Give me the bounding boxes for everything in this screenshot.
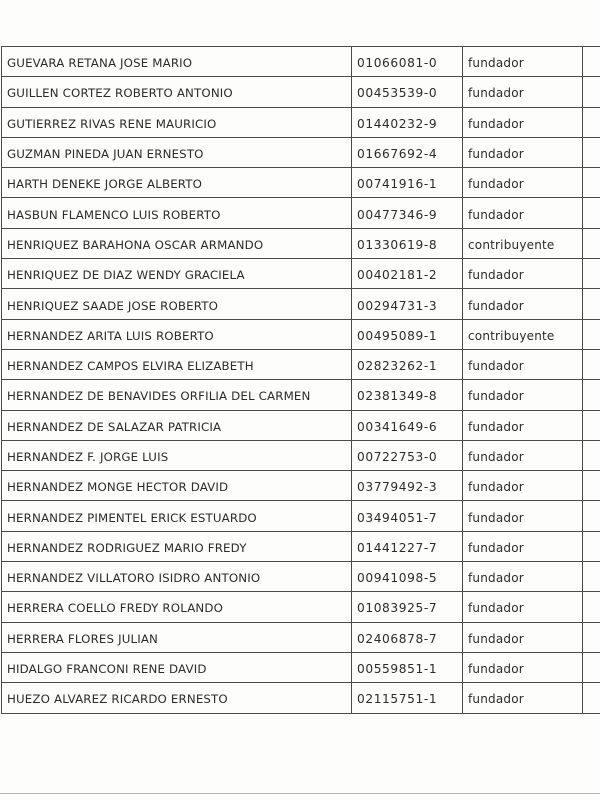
empty-cell bbox=[583, 683, 600, 713]
table-row bbox=[2, 683, 600, 713]
member-id: 00559851-1 bbox=[352, 652, 463, 682]
member-name: HERNANDEZ DE SALAZAR PATRICIA bbox=[2, 410, 352, 440]
table-row bbox=[2, 562, 600, 592]
member-id: 00402181-2 bbox=[352, 259, 463, 289]
table-row bbox=[2, 410, 600, 440]
table-row bbox=[2, 198, 600, 228]
member-name: HERNANDEZ VILLATORO ISIDRO ANTONIO bbox=[2, 562, 352, 592]
member-type: fundador bbox=[463, 168, 583, 198]
member-name: HERRERA COELLO FREDY ROLANDO bbox=[2, 592, 352, 622]
empty-cell bbox=[583, 47, 600, 77]
table-row bbox=[2, 137, 600, 167]
member-type: fundador bbox=[463, 531, 583, 561]
member-id: 00453539-0 bbox=[352, 77, 463, 107]
member-name: HERNANDEZ PIMENTEL ERICK ESTUARDO bbox=[2, 501, 352, 531]
member-type: fundador bbox=[463, 652, 583, 682]
member-type: fundador bbox=[463, 380, 583, 410]
empty-cell bbox=[583, 168, 600, 198]
table-row bbox=[2, 47, 600, 77]
member-type: fundador bbox=[463, 289, 583, 319]
empty-cell bbox=[583, 592, 600, 622]
empty-cell bbox=[583, 471, 600, 501]
member-id: 00477346-9 bbox=[352, 198, 463, 228]
member-type: fundador bbox=[463, 471, 583, 501]
page-bottom-rule bbox=[0, 793, 600, 794]
table-row bbox=[2, 592, 600, 622]
member-type: fundador bbox=[463, 137, 583, 167]
member-id: 00741916-1 bbox=[352, 168, 463, 198]
member-name: HERNANDEZ CAMPOS ELVIRA ELIZABETH bbox=[2, 349, 352, 379]
member-id: 02823262-1 bbox=[352, 349, 463, 379]
empty-cell bbox=[583, 562, 600, 592]
member-id: 01440232-9 bbox=[352, 107, 463, 137]
member-type: fundador bbox=[463, 77, 583, 107]
table-row bbox=[2, 168, 600, 198]
table-row bbox=[2, 622, 600, 652]
member-name: HERNANDEZ ARITA LUIS ROBERTO bbox=[2, 319, 352, 349]
empty-cell bbox=[583, 107, 600, 137]
member-id: 03779492-3 bbox=[352, 471, 463, 501]
member-id: 01066081-0 bbox=[352, 47, 463, 77]
member-id: 03494051-7 bbox=[352, 501, 463, 531]
empty-cell bbox=[583, 349, 600, 379]
member-name: GUEVARA RETANA JOSE MARIO bbox=[2, 47, 352, 77]
member-name: HUEZO ALVAREZ RICARDO ERNESTO bbox=[2, 683, 352, 713]
table-row bbox=[2, 471, 600, 501]
member-name: HENRIQUEZ SAADE JOSE ROBERTO bbox=[2, 289, 352, 319]
member-type: fundador bbox=[463, 259, 583, 289]
member-name: GUTIERREZ RIVAS RENE MAURICIO bbox=[2, 107, 352, 137]
member-type: fundador bbox=[463, 47, 583, 77]
empty-cell bbox=[583, 501, 600, 531]
table-row bbox=[2, 77, 600, 107]
member-name: HARTH DENEKE JORGE ALBERTO bbox=[2, 168, 352, 198]
table-row bbox=[2, 319, 600, 349]
member-id: 01441227-7 bbox=[352, 531, 463, 561]
member-name: HERNANDEZ RODRIGUEZ MARIO FREDY bbox=[2, 531, 352, 561]
member-name: HERNANDEZ F. JORGE LUIS bbox=[2, 440, 352, 470]
empty-cell bbox=[583, 289, 600, 319]
member-id: 01083925-7 bbox=[352, 592, 463, 622]
empty-cell bbox=[583, 77, 600, 107]
member-name: HERRERA FLORES JULIAN bbox=[2, 622, 352, 652]
member-type: fundador bbox=[463, 410, 583, 440]
member-id: 00722753-0 bbox=[352, 440, 463, 470]
table-row bbox=[2, 289, 600, 319]
member-name: GUILLEN CORTEZ ROBERTO ANTONIO bbox=[2, 77, 352, 107]
table-row bbox=[2, 440, 600, 470]
member-type: fundador bbox=[463, 349, 583, 379]
empty-cell bbox=[583, 380, 600, 410]
table-row bbox=[2, 228, 600, 258]
member-name: HENRIQUEZ BARAHONA OSCAR ARMANDO bbox=[2, 228, 352, 258]
member-id: 02115751-1 bbox=[352, 683, 463, 713]
empty-cell bbox=[583, 259, 600, 289]
empty-cell bbox=[583, 137, 600, 167]
member-id: 00495089-1 bbox=[352, 319, 463, 349]
member-type: fundador bbox=[463, 592, 583, 622]
table-row bbox=[2, 531, 600, 561]
member-type: contribuyente bbox=[463, 228, 583, 258]
member-type: fundador bbox=[463, 440, 583, 470]
member-table-body bbox=[2, 47, 600, 714]
member-id: 00341649-6 bbox=[352, 410, 463, 440]
member-type: fundador bbox=[463, 198, 583, 228]
member-id: 01667692-4 bbox=[352, 137, 463, 167]
member-type: contribuyente bbox=[463, 319, 583, 349]
table-row bbox=[2, 652, 600, 682]
member-id: 00294731-3 bbox=[352, 289, 463, 319]
member-name: HASBUN FLAMENCO LUIS ROBERTO bbox=[2, 198, 352, 228]
table-row bbox=[2, 259, 600, 289]
member-type: fundador bbox=[463, 683, 583, 713]
table-row bbox=[2, 107, 600, 137]
table-row bbox=[2, 380, 600, 410]
member-id: 01330619-8 bbox=[352, 228, 463, 258]
empty-cell bbox=[583, 410, 600, 440]
cropped-header-fragment bbox=[0, 0, 600, 12]
table-row bbox=[2, 349, 600, 379]
member-type: fundador bbox=[463, 622, 583, 652]
member-name: GUZMAN PINEDA JUAN ERNESTO bbox=[2, 137, 352, 167]
empty-cell bbox=[583, 228, 600, 258]
member-table bbox=[1, 46, 600, 714]
member-type: fundador bbox=[463, 501, 583, 531]
member-name: HERNANDEZ MONGE HECTOR DAVID bbox=[2, 471, 352, 501]
member-id: 02381349-8 bbox=[352, 380, 463, 410]
member-type: fundador bbox=[463, 107, 583, 137]
empty-cell bbox=[583, 531, 600, 561]
member-id: 02406878-7 bbox=[352, 622, 463, 652]
empty-cell bbox=[583, 198, 600, 228]
member-type: fundador bbox=[463, 562, 583, 592]
table-row bbox=[2, 501, 600, 531]
empty-cell bbox=[583, 622, 600, 652]
member-name: HIDALGO FRANCONI RENE DAVID bbox=[2, 652, 352, 682]
member-name: HENRIQUEZ DE DIAZ WENDY GRACIELA bbox=[2, 259, 352, 289]
empty-cell bbox=[583, 319, 600, 349]
empty-cell bbox=[583, 652, 600, 682]
member-name: HERNANDEZ DE BENAVIDES ORFILIA DEL CARMEN bbox=[2, 380, 352, 410]
empty-cell bbox=[583, 440, 600, 470]
member-id: 00941098-5 bbox=[352, 562, 463, 592]
